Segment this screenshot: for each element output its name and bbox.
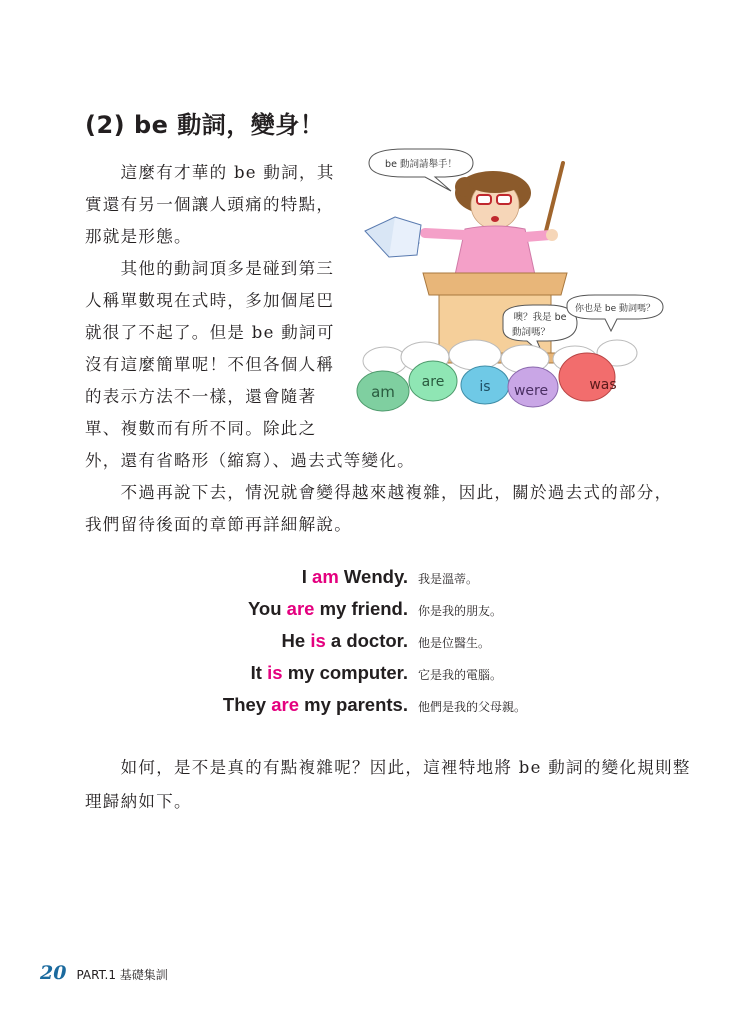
paragraph-line: 這麼有才華的 be 動詞，其 — [85, 163, 335, 182]
teacher-bubble-text: be 動詞請舉手！ — [385, 159, 457, 170]
example-sentence — [0, 598, 750, 628]
be-verb-highlight: are — [271, 694, 299, 715]
was-bubble-text: 你也是 be 動詞嗎？ — [575, 304, 655, 314]
be-verb-highlight: is — [267, 662, 283, 683]
heading-number: 2 — [96, 111, 114, 139]
example-english: It is my computer. — [250, 662, 408, 683]
example-sentence — [0, 566, 750, 596]
example-translation: 他們是我的父母親。 — [418, 700, 527, 714]
section-heading — [85, 105, 324, 140]
was-speech-bubble — [567, 295, 663, 331]
example-english: They are my parents. — [222, 694, 408, 715]
example-sentence — [0, 694, 750, 724]
were-label: were — [513, 383, 549, 399]
word-bubble-line: 噢？我是 be — [513, 312, 567, 323]
paragraph-line: 沒有這麼簡單呢！不但各個人稱 — [85, 355, 335, 374]
example-english: I am Wendy. — [301, 566, 408, 587]
is-label: is — [479, 379, 491, 395]
am-label: am — [371, 383, 395, 401]
be-verb-highlight: are — [286, 598, 315, 619]
heading-paren: ( — [85, 111, 97, 139]
example-translation: 他是位醫生。 — [418, 636, 491, 650]
was-label: was — [589, 377, 617, 393]
are-blob — [409, 361, 457, 401]
paragraph-line: 實還有另一個讓人頭痛的特點， — [85, 195, 335, 214]
example-english: You are my friend. — [247, 598, 408, 619]
paragraph-line: 的表示方法不一樣，還會隨著 — [85, 387, 317, 406]
be-verb-highlight: is — [310, 630, 326, 651]
am-blob — [357, 371, 409, 411]
page-footer — [40, 962, 168, 984]
closing-line: 如何，是不是真的有點複雜呢？因此，這裡特地將 be 動詞的變化規則整 — [85, 758, 691, 777]
teacher-illustration — [355, 145, 675, 415]
paragraph-line: 其他的動詞頂多是碰到第三 — [85, 259, 335, 278]
is-blob — [461, 366, 509, 404]
paragraph-line: 就很了不起了。但是 be 動詞可 — [85, 323, 335, 342]
pointer-stick — [545, 163, 563, 235]
heading-title: ) be 動詞，變身！ — [113, 111, 325, 139]
example-translation: 我是溫蒂。 — [418, 572, 479, 586]
paragraph-line: 外，還有省略形（縮寫）、過去式等變化。 — [85, 451, 415, 470]
paragraph-line: 不過再說下去，情況就會變得越來越複雜，因此，關於過去式的部分， — [85, 483, 673, 502]
are-label: are — [421, 374, 445, 390]
paragraph-line: 人稱單數現在式時，多加個尾巴 — [85, 291, 335, 310]
paragraph-line: 我們留待後面的章節再詳細解說。 — [85, 515, 352, 534]
glasses-icon — [477, 195, 491, 204]
example-english: He is a doctor. — [281, 630, 408, 651]
example-translation: 它是我的電腦。 — [418, 668, 503, 682]
be-verb-highlight: am — [312, 566, 339, 587]
page-number: 20 — [40, 962, 67, 984]
footer-section-label: PART.1 基礎集訓 — [76, 968, 168, 982]
paragraph-line: 那就是形態。 — [85, 227, 192, 246]
example-translation: 你是我的朋友。 — [418, 604, 503, 618]
example-sentence — [0, 630, 750, 660]
paragraph-line: 單、複數而有所不同。除此之 — [85, 419, 317, 438]
were-blob — [508, 367, 558, 407]
example-sentence — [0, 662, 750, 692]
word-bubble-line: 動詞嗎？ — [511, 327, 551, 338]
closing-line: 理歸納如下。 — [85, 792, 192, 811]
book-icon — [365, 217, 421, 257]
